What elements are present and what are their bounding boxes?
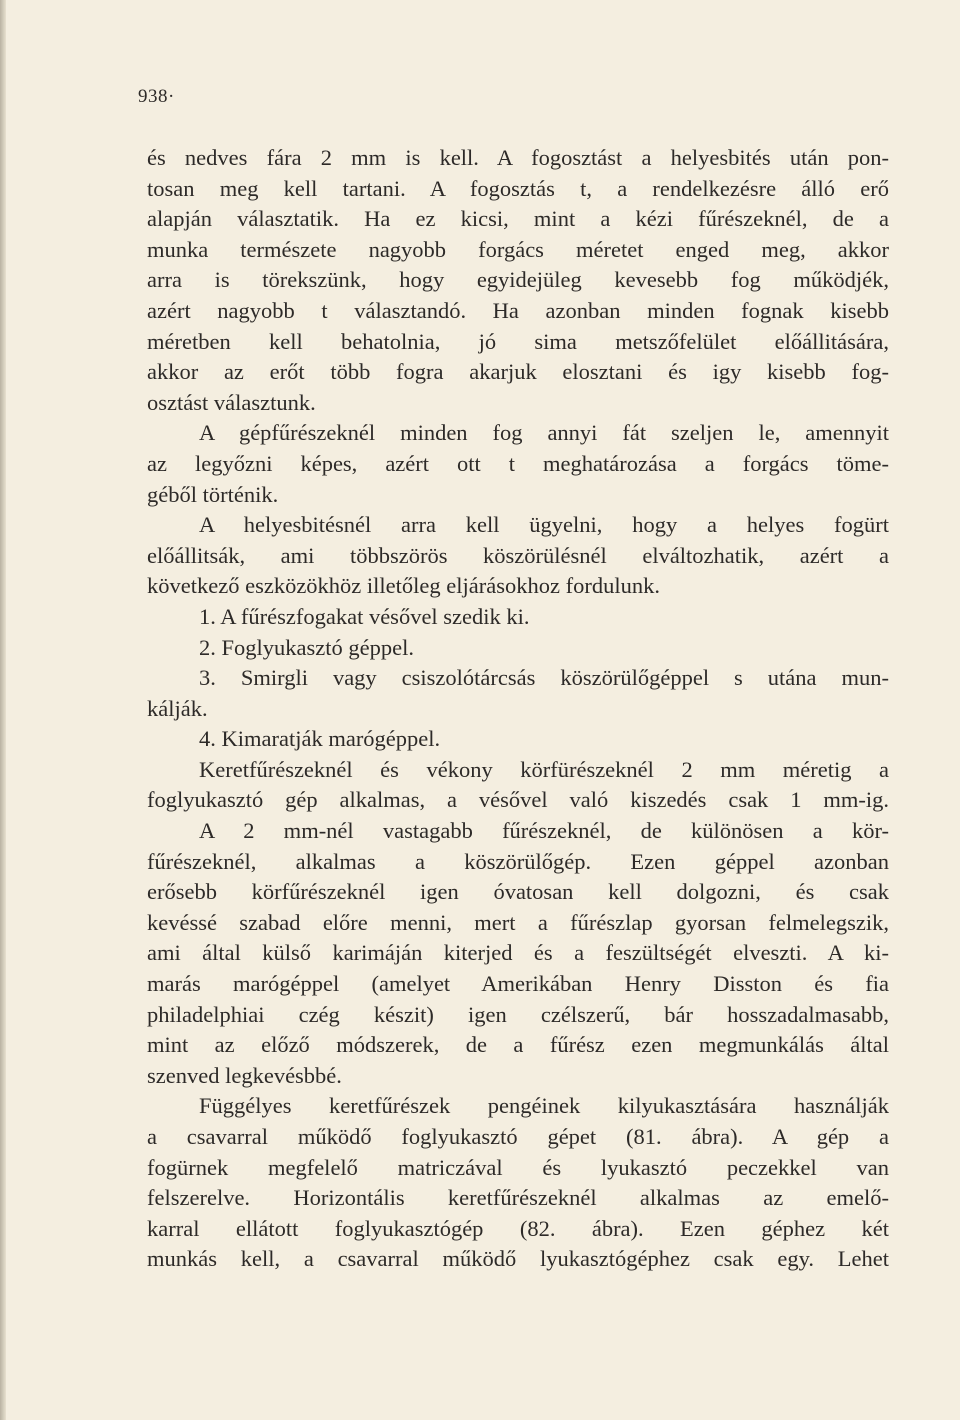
text-line: a csavarral működő foglyukasztó gépet (81. ábra). A gép a: [147, 1124, 889, 1149]
text-line: A gépfűrészeknél minden fog annyi fát szeljen le, amennyit: [199, 420, 889, 446]
text-line: tosan meg kell tartani. A fogosztás t, a rendelkezésre álló erő: [147, 175, 889, 201]
text-line: arra is törekszünk, hogy egyidejüleg kevesebb fog működjék,: [147, 267, 889, 293]
text-line: következő eszközökhöz illetőleg eljárásokhoz fordulunk.: [147, 573, 660, 599]
text-line: Keretfűrészeknél és vékony körfürészeknél 2 mm méretig a: [199, 756, 889, 782]
text-line: foglyukasztó gép alkalmas, a vésővel való kiszedés csak 1 mm-ig.: [147, 787, 889, 813]
text-line: szenved legkevésbbé.: [147, 1062, 342, 1088]
text-line: 4. Kimaratják marógéppel.: [199, 726, 441, 752]
text-line: és nedves fára 2 mm is kell. A fogosztást a helyesbités után pon-: [147, 145, 889, 170]
text-line: munka természete nagyobb forgács méretet enged meg, akkor: [147, 236, 889, 262]
text-line: 2. Foglyukasztó géppel.: [199, 634, 414, 660]
text-line: azért nagyobb t választandó. Ha azonban minden fognak kisebb: [147, 297, 889, 323]
text-line: alapján választatik. Ha ez kicsi, mint a kézi fűrészeknél, de a: [147, 206, 889, 232]
text-line: ami által külső karimáján kiterjed és a feszültségét elveszti. A ki-: [147, 940, 889, 966]
page-edge: [0, 0, 6, 1420]
text-line: méretben kell behatolnia, jó sima metszőfelület előállitására,: [147, 328, 889, 354]
body-text: [147, 143, 889, 1275]
text-line: erősebb körfűrészeknél igen óvatosan kell dolgozni, és csak: [147, 879, 889, 905]
text-line: 3. Smirgli vagy csiszolótárcsás köszörülőgéppel s utána mun-: [199, 665, 889, 691]
text-line: philadelphiai czég készit) igen czélszerű, bár hosszadalmasabb,: [147, 1001, 889, 1027]
text-line: akkor az erőt több fogra akarjuk elosztani és igy kisebb fog-: [147, 359, 889, 385]
text-line: az legyőzni képes, azért ott t meghatározása a forgács töme-: [147, 450, 889, 476]
text-line: fűrészeknél, alkalmas a köszörülőgép. Ezen géppel azonban: [147, 848, 889, 874]
text-line: mint az előző módszerek, de a fűrész ezen megmunkálás által: [147, 1032, 889, 1058]
text-line: A 2 mm-nél vastagabb fűrészeknél, de különösen a kör-: [199, 818, 889, 844]
text-line: munkás kell, a csavarral működő lyukasztógéphez csak egy. Lehet: [147, 1246, 889, 1272]
text-line: kevéssé szabad előre menni, mert a fűrészlap gyorsan felmelegszik,: [147, 909, 889, 935]
text-line: A helyesbitésnél arra kell ügyelni, hogy a helyes fogürt: [199, 512, 889, 538]
text-line: fogürnek megfelelő matriczával és lyukasztó peczekkel van: [147, 1154, 889, 1180]
text-line: Függélyes keretfűrészek pengéinek kilyukasztására használják: [199, 1093, 889, 1119]
text-line: géből történik.: [147, 481, 279, 507]
page-number: 938·: [138, 86, 175, 107]
text-line: előállitsák, ami többszörös köszörülésnél elváltozhatik, azért a: [147, 542, 889, 568]
text-line: osztást választunk.: [147, 389, 316, 415]
text-line: karral ellátott foglyukasztógép (82. ábra). Ezen géphez két: [147, 1215, 889, 1241]
text-line: kálják.: [147, 695, 208, 721]
text-line: 1. A fűrészfogakat vésővel szedik ki.: [199, 603, 530, 629]
text-line: marás marógéppel (amelyet Amerikában Henry Disston és fia: [147, 971, 889, 997]
text-line: felszerelve. Horizontális keretfűrészeknél alkalmas az emelő-: [147, 1185, 889, 1211]
